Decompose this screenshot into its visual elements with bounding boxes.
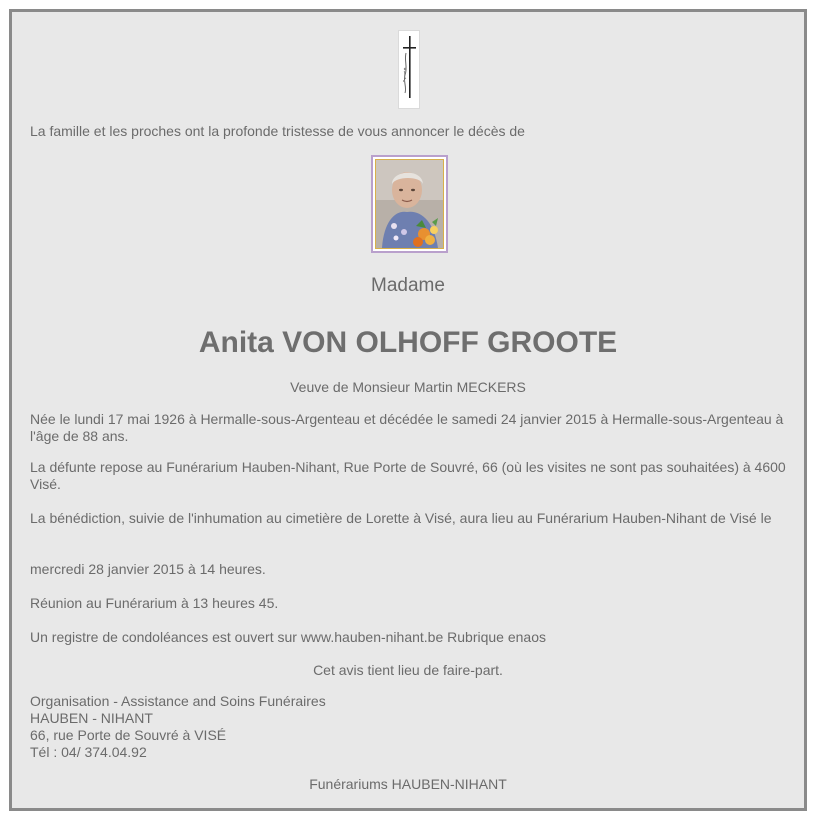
intro-text: La famille et les proches ont la profonde tristesse de vous annoncer le décès de bbox=[30, 123, 525, 139]
resting-place-paragraph: La défunte repose au Funérarium Hauben-Nihant, Rue Porte de Souvré, 66 (où les visites ne sont pas souhaitées) à 4600 Visé. bbox=[30, 459, 786, 492]
notice-text: Cet avis tient lieu de faire-part. bbox=[313, 662, 503, 678]
obituary-content bbox=[30, 12, 786, 808]
deceased-title: Madame bbox=[371, 275, 445, 296]
deceased-relation: Veuve de Monsieur Martin MECKERS bbox=[290, 379, 526, 395]
organisation-line-1: Organisation - Assistance and Soins Funéraires bbox=[30, 693, 326, 709]
meeting-time: Réunion au Funérarium à 13 heures 45. bbox=[30, 595, 279, 611]
condolence-register: Un registre de condoléances est ouvert sur www.hauben-nihant.be Rubrique enaos bbox=[30, 629, 546, 645]
birth-death-paragraph: Née le lundi 17 mai 1926 à Hermalle-sous-Argenteau et décédée le samedi 24 janvier 2015 à Hermalle-sous-Argenteau à l'âge de 88 ans. bbox=[30, 411, 784, 444]
blessing-paragraph: La bénédiction, suivie de l'inhumation au cimetière de Lorette à Visé, aura lieu au Funérarium Hauben-Nihant de Visé le bbox=[30, 510, 772, 526]
organisation-line-3: 66, rue Porte de Souvré à VISÉ bbox=[30, 727, 227, 743]
obituary-card bbox=[9, 9, 807, 811]
deceased-name: Anita VON OLHOFF GROOTE bbox=[198, 326, 618, 359]
ceremony-date: mercredi 28 janvier 2015 à 14 heures. bbox=[30, 561, 266, 577]
footer-signature: Funérariums HAUBEN-NIHANT bbox=[309, 776, 507, 792]
portrait-photo bbox=[371, 155, 448, 253]
organisation-block bbox=[30, 693, 786, 761]
portrait-image bbox=[376, 160, 443, 248]
organisation-line-2: HAUBEN - NIHANT bbox=[30, 710, 153, 726]
organisation-phone: Tél : 04/ 374.04.92 bbox=[30, 744, 147, 760]
